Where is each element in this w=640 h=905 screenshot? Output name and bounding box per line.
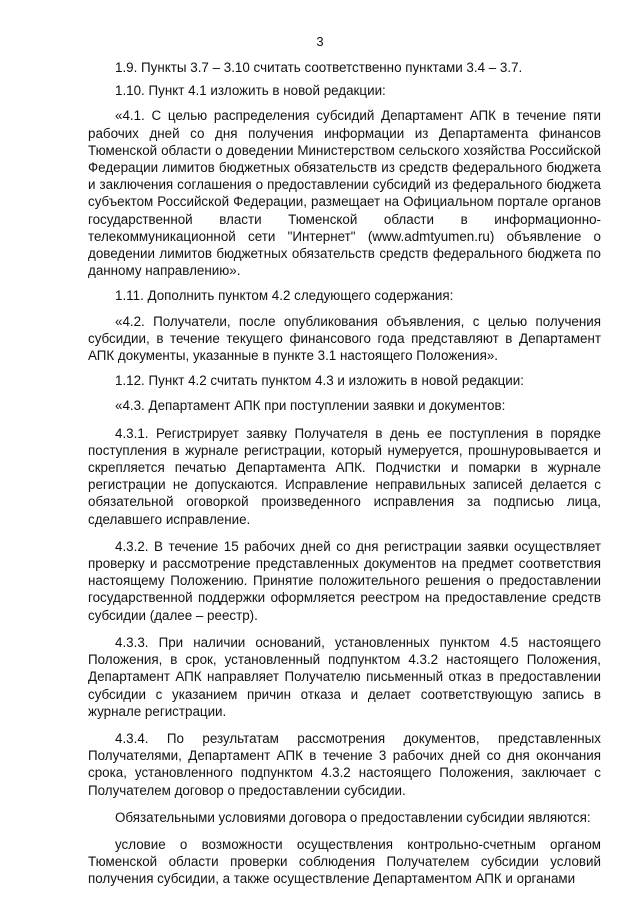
- paragraph-4-2-quote: «4.2. Получатели, после опубликования объявления, с целью получения субсидии, в течение текущего финансового года представляют в Департамент АПК документы, указанные в пункте 3.1 настоящего Положения».: [88, 313, 601, 364]
- paragraph-1-12: 1.12. Пункт 4.2 считать пунктом 4.3 и изложить в новой редакции:: [115, 373, 524, 389]
- document-body: [88, 59, 601, 888]
- paragraph-1-9: 1.9. Пункты 3.7 – 3.10 считать соответственно пунктами 3.4 – 3.7.: [115, 60, 523, 75]
- page-number: 3: [316, 34, 324, 49]
- paragraph-4-1-quote: «4.1. С целью распределения субсидий Департамент АПК в течение пяти рабочих дней со дня получения информации из Департамента финансов Тюменской области о доведении Министерством сельского хозяйства Российской Федерации лимитов бюджетных обязательств из средств федерального бюджета и заключения соглашения о предоставлении субсидий из федерального бюджета субъектом Российской Федерации, размещает на Официальном портале органов государственной власти Тюменской области в информационно-телекоммуникационной сети "Интернет" (www.admtyumen.ru) объявление о доведении лимитов бюджетных обязательств средств федерального бюджета по данному направлению».: [88, 108, 601, 279]
- paragraph-4-3-2: 4.3.2. В течение 15 рабочих дней со дня регистрации заявки осуществляет проверку и рассмотрение представленных документов на предмет соответствия настоящему Положению. Принятие положительного решения о предоставлении государственной поддержки оформляется реестром на предоставление средств субсидии (далее – реестр).: [88, 538, 601, 623]
- paragraph-4-3-3: 4.3.3. При наличии оснований, установленных пунктом 4.5 настоящего Положения, в срок, установленный подпунктом 4.3.2 настоящего Положения, Департамент АПК направляет Получателю письменный отказ в предоставлении субсидии с указанием причин отказа и делает соответствующую запись в журнале регистрации.: [88, 634, 601, 719]
- paragraph-control-condition: условие о возможности осуществления контрольно-счетным органом Тюменской области проверки соблюдения Получателем субсидии условий получения субсидии, а также осуществление Департаментом АПК и органами: [88, 836, 601, 887]
- paragraph-4-3-1: 4.3.1. Регистрирует заявку Получателя в день ее поступления в порядке поступления в журнале регистрации, который нумеруется, прошнуровывается и скрепляется печатью Департамента АПК. Подчистки и помарки в журнале регистрации не допускаются. Исправление неправильных записей делается с обязательной оговоркой произведенного исправления за подписью лица, сделавшего исправление.: [88, 425, 601, 527]
- paragraph-1-11: 1.11. Дополнить пунктом 4.2 следующего содержания:: [115, 288, 454, 304]
- paragraph-1-10: 1.10. Пункт 4.1 изложить в новой редакции:: [115, 83, 386, 99]
- paragraph-contract-conditions: Обязательными условиями договора о предоставлении субсидии являются:: [115, 809, 591, 825]
- paragraph-4-3-4: 4.3.4. По результатам рассмотрения документов, представленных Получателями, Департамент АПК в течение 3 рабочих дней со дня окончания срока, установленного подпунктом 4.3.2 настоящего Положения, заключает с Получателем договор о предоставлении субсидии.: [88, 730, 601, 798]
- paragraph-4-3-quote: «4.3. Департамент АПК при поступлении заявки и документов:: [115, 398, 506, 414]
